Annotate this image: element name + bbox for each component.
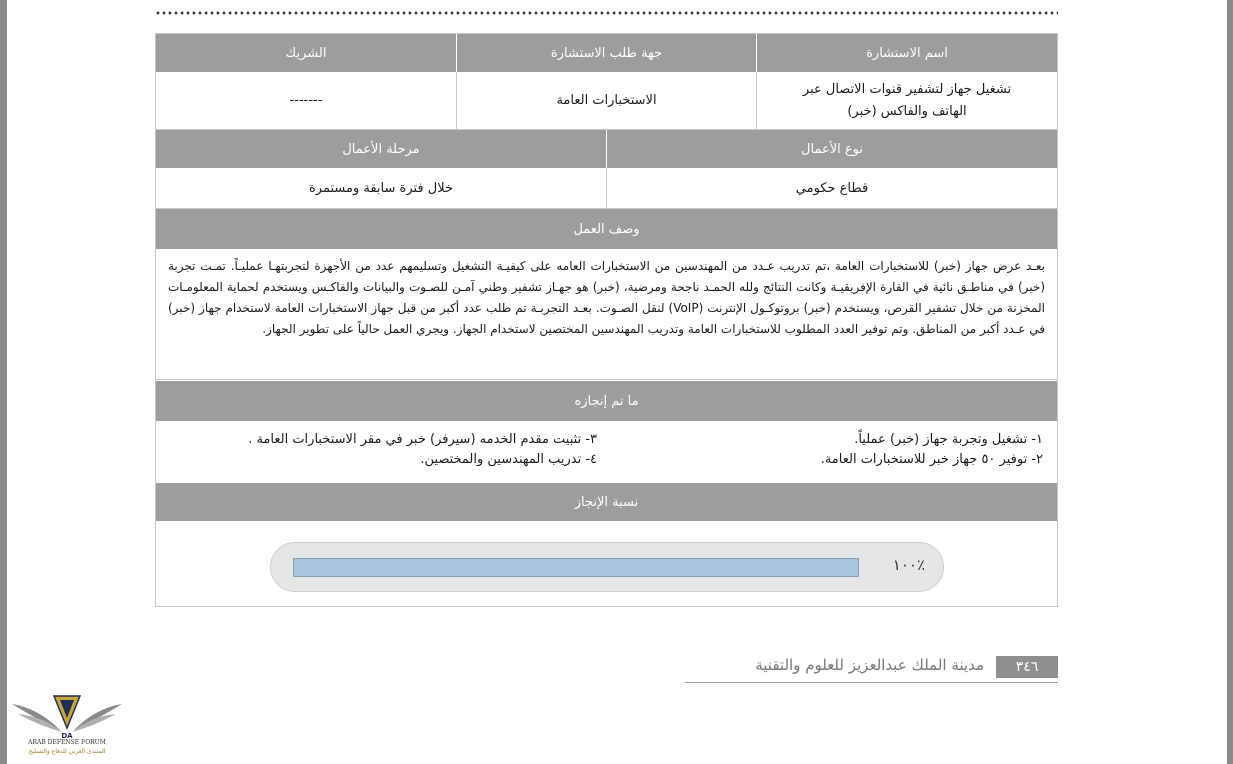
description-header-label: وصف العمل	[573, 221, 640, 237]
achievement-item: ٤- تدريب المهندسين والمختصين.	[420, 452, 597, 467]
achievements-column-left	[248, 430, 597, 470]
progress-percent: ٪١٠٠	[892, 556, 925, 574]
logo-brand: ARAB DEFENSE FORUM	[28, 739, 106, 746]
progress-header	[156, 483, 1057, 521]
progress-fill	[293, 558, 859, 577]
achievement-item: ١- تشغيل وتجربة جهاز (خبر) عملياً.	[854, 432, 1043, 447]
achievements-list	[156, 422, 1057, 480]
work-stage-value: خلال فترة سابقة ومستمرة	[308, 180, 454, 196]
requester-value: الاستخبارات العامة	[456, 72, 756, 129]
consultation-card	[155, 33, 1058, 607]
work-type-value: قطاع حكومي	[606, 168, 1057, 208]
row2-header	[156, 130, 1057, 168]
row2-values	[156, 168, 1057, 209]
footer-title: مدينة الملك عبدالعزيز للعلوم والتقنية	[755, 656, 984, 674]
logo-subtitle: المنتدى العربي للدفاع والتسليح	[28, 748, 106, 755]
left-edge-bar	[0, 0, 7, 764]
header-requester: جهة طلب الاستشارة	[456, 34, 756, 72]
dotted-divider	[155, 11, 1058, 15]
footer-rule	[685, 682, 1058, 683]
header-work-type: نوع الأعمال	[606, 130, 1057, 168]
achievements-column-right	[821, 430, 1043, 470]
consultation-name-value	[756, 72, 1057, 129]
logo-mark-text: DA	[61, 732, 73, 740]
right-edge-bar	[1227, 0, 1233, 764]
partner-value: -------	[289, 93, 323, 108]
row1-header	[156, 34, 1057, 72]
logo-emblem-icon	[8, 690, 126, 740]
achievements-header-label: ما تم إنجازه	[574, 393, 639, 409]
progress-header-label: نسبة الإنجاز	[574, 494, 639, 510]
consultation-name-line1: تشغيل جهاز لتشفير قنوات الاتصال عبر	[802, 81, 1012, 97]
progress-track	[293, 558, 859, 577]
description-header	[156, 209, 1057, 249]
row1-values	[156, 72, 1057, 130]
achievement-item: ٣- تثبيت مقدم الخدمه (سيرفر) خبر في مقر الاستخبارات العامة .	[248, 432, 597, 447]
achievements-header	[156, 381, 1057, 421]
consultation-name-line2: الهاتف والفاكس (خبر)	[847, 103, 967, 119]
page-number: ٣٤٦	[996, 656, 1058, 678]
header-partner: الشريك	[285, 45, 327, 61]
arab-defense-forum-logo	[8, 690, 126, 762]
description-text: بعـد عرض جهاز (خبر) للاستخبارات العامة ،تم تدريب عـدد من المهندسين من الاستخبارات العامه على كيفيـة التشغيل وتسليمهم عدد من الأجهزة لتجربتهـا عمليـاً. تمـت تجربة (خبر) في مناطـق نائية في القارة الإفريقيـة وكانت النتائج ولله الحمـد ناجحة ومرضية، (خبر) هو جهـاز تشفير وطني آمـن للصـوت والبيانات والفاكـس ويستخدم لحماية المعلومـات المخزنة من خلال تشفير القرص، ويستخدم (خبر) بروتوكـول الإنترنت (VoIP) لنقل الصـوت. بعـد التجربـة تم طلب عدد أكبر من قبل جهاز الاستخبارات العامة لاستخدام جهاز (خبر) في عـدد أكبر من المناطق. وتم توفير العدد المطلوب للاستخبارات العامة وتدريب المهندسين المختصين لاستخدام الجهاز. ويجري العمل حالياً على تطوير الجهاز.	[156, 250, 1057, 380]
header-consultation-name: اسم الاستشارة	[756, 34, 1057, 72]
page-footer	[685, 654, 1058, 684]
progress-indicator	[270, 542, 944, 592]
header-work-stage: مرحلة الأعمال	[342, 141, 420, 157]
achievement-item: ٢- توفير ٥٠ جهاز خبر للاستخبارات العامة.	[820, 452, 1043, 467]
